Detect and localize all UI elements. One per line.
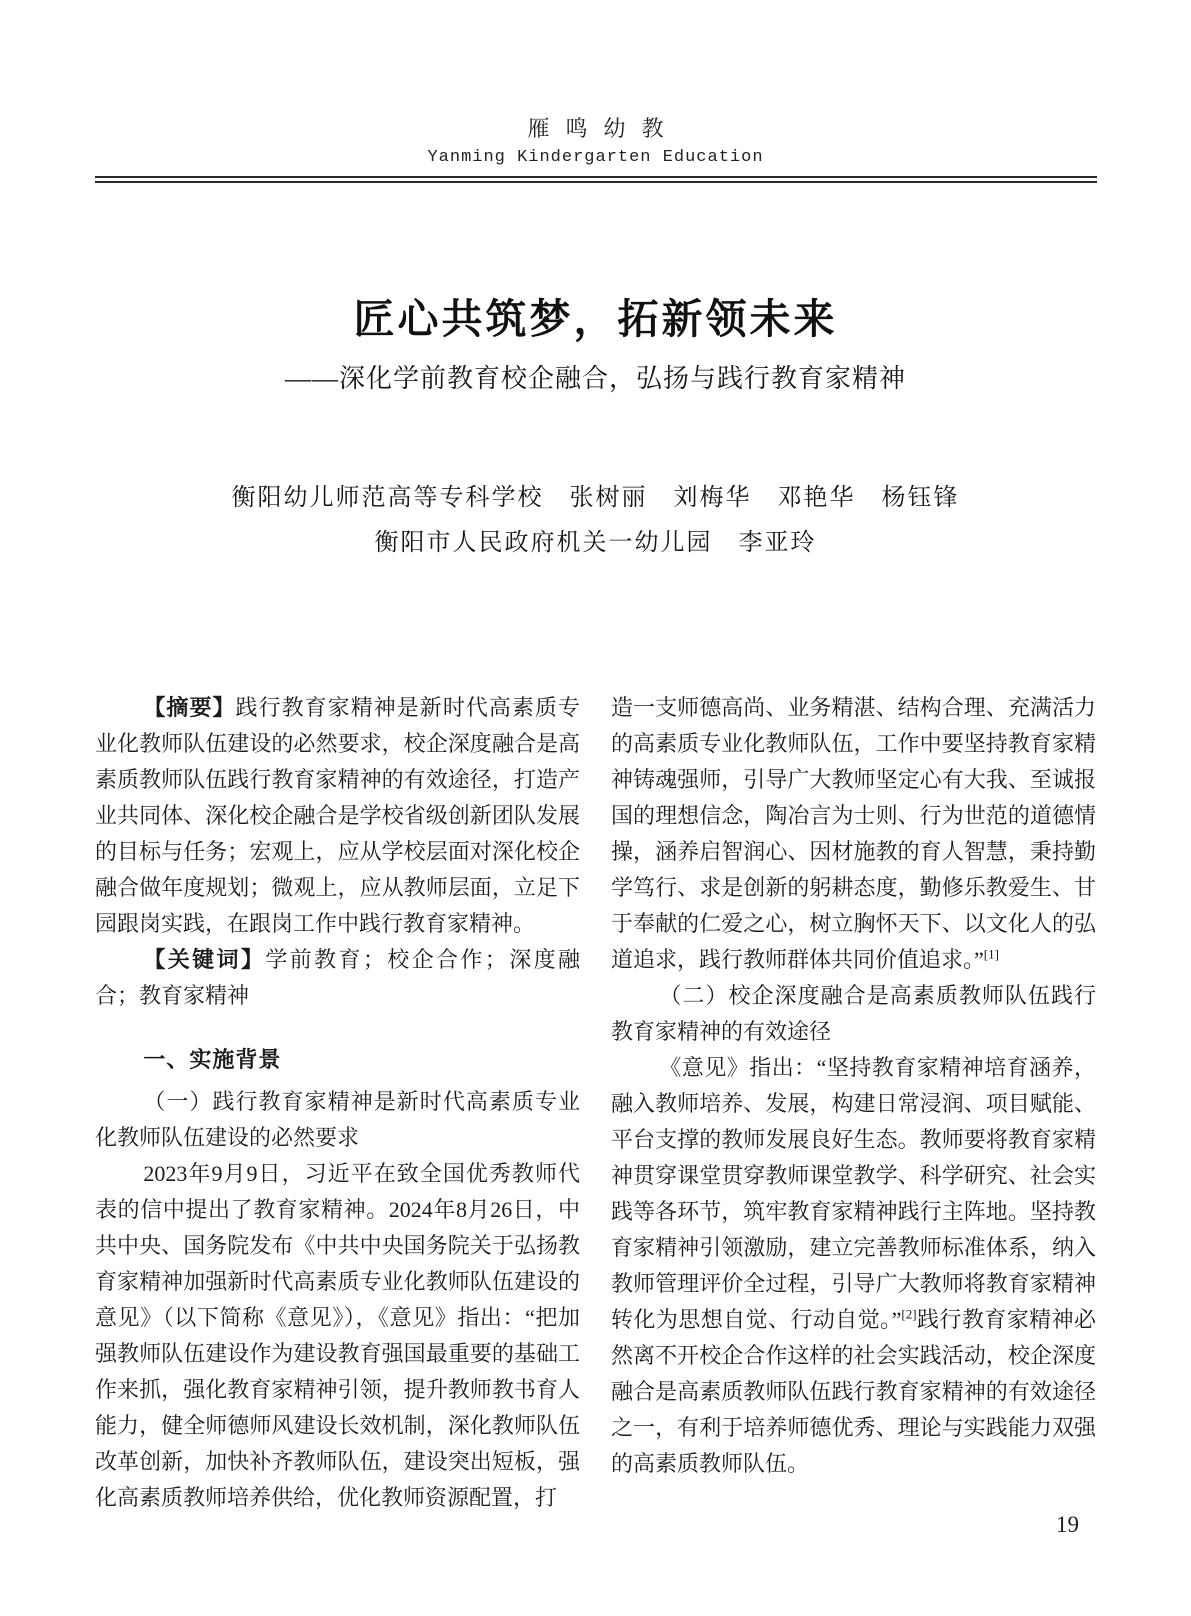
keywords-text: 学前教育；校企合作；深度融合；教育家精神 <box>95 947 580 1008</box>
body-paragraph-2-text-a: 《意见》指出：“坚持教育家精神培育涵养，融入教师培养、发展，构建日常浸润、项目赋能、平台支撑的教师发展良好生态。教师要将教育家精神贯穿课堂贯穿教师课堂教学、科学研究、社会实践等各环节，筑牢教育家精神践行主阵地。坚持教育家精神引领激励，建立完善教师标准体系，纳入教师管理评价全过程，引导广大教师将教育家精神转化为思想自觉、行动自觉。” <box>611 1055 1096 1332</box>
author-block <box>0 476 1191 566</box>
body-paragraph-1: 2023年9月9日，习近平在致全国优秀教师代表的信中提出了教育家精神。2024年8月26日，中共中央、国务院发布《中共中央国务院关于弘扬教育家精神加强新时代高素质专业化教师队伍建设的意见》（以下简称《意见》），《意见》指出：“把加强教师队伍建设作为建设教育强国最重要的基础工作来抓，强化教育家精神引领，提升教师教书育人能力，健全师德师风建设长效机制，深化教师队伍改革创新，加快补齐教师队伍，建设突出短板，强化高素质教师培养供给，优化教师资源配置，打 <box>95 1161 580 1510</box>
body-paragraph-1-continued <box>611 690 1096 978</box>
body-paragraph-2 <box>611 1050 1096 1482</box>
body-columns <box>95 690 1096 1516</box>
header-divider <box>95 176 1097 183</box>
page-number: 19 <box>1056 1512 1079 1537</box>
abstract-text: 践行教育家精神是新时代高素质专业化教师队伍建设的必然要求，校企深度融合是高素质教师队伍践行教育家精神的有效途径，打造产业共同体、深化校企融合是学校省级创新团队发展的目标与任务；宏观上，应从学校层面对深化校企融合做年度规划；微观上，应从教师层面，立足下园跟岗实践，在跟岗工作中践行教育家精神。 <box>95 695 580 936</box>
right-column <box>611 690 1096 1516</box>
keywords-paragraph <box>95 942 580 1014</box>
subsection-heading-1-1: （一）践行教育家精神是新时代高素质专业化教师队伍建设的必然要求 <box>95 1089 580 1150</box>
subsection-heading-1-2: （二）校企深度融合是高素质教师队伍践行教育家精神的有效途径 <box>611 983 1096 1044</box>
section-heading-1: 一、实施背景 <box>143 1047 282 1072</box>
footnote-ref-2: [2] <box>901 1306 917 1322</box>
journal-name-en: Yanming Kindergarten Education <box>427 148 764 167</box>
running-head <box>0 112 1191 183</box>
abstract-label: 【摘要】 <box>143 695 236 720</box>
body-paragraph-1-cont-text: 造一支师德高尚、业务精湛、结构合理、充满活力的高素质专业化教师队伍，工作中要坚持教育家精神铸魂强师，引导广大教师坚定心有大我、至诚报国的理想信念，陶冶言为士则、行为世范的道德情操，涵养启智润心、因材施教的育人智慧，秉持勤学笃行、求是创新的躬耕态度，勤修乐教爱生、甘于奉献的仁爱之心，树立胸怀天下、以文化人的弘道追求，践行教师群体共同价值追求。” <box>611 695 1096 972</box>
journal-name-cn: 雁鸣幼教 <box>527 116 680 141</box>
article-title: 匠心共筑梦，拓新领未来 <box>353 296 838 342</box>
author-line-affiliation-2: 衡阳市人民政府机关一幼儿园 李亚玲 <box>374 530 817 556</box>
footnote-ref-1: [1] <box>983 946 999 962</box>
body-paragraph-2-text-b: 践行教育家精神必然离不开校企合作这样的社会实践活动，校企深度融合是高素质教师队伍践行教育家精神的有效途径之一，有利于培养师德优秀、理论与实践能力双强的高素质教师队伍。 <box>611 1307 1096 1476</box>
abstract-paragraph <box>95 690 580 942</box>
left-column <box>95 690 580 1516</box>
keywords-label: 【关键词】 <box>143 947 266 972</box>
author-line-affiliation-1: 衡阳幼儿师范高等专科学校 张树丽 刘梅华 邓艳华 杨钰锋 <box>231 485 960 511</box>
article-subtitle: ——深化学前教育校企融合，弘扬与践行教育家精神 <box>284 364 906 393</box>
